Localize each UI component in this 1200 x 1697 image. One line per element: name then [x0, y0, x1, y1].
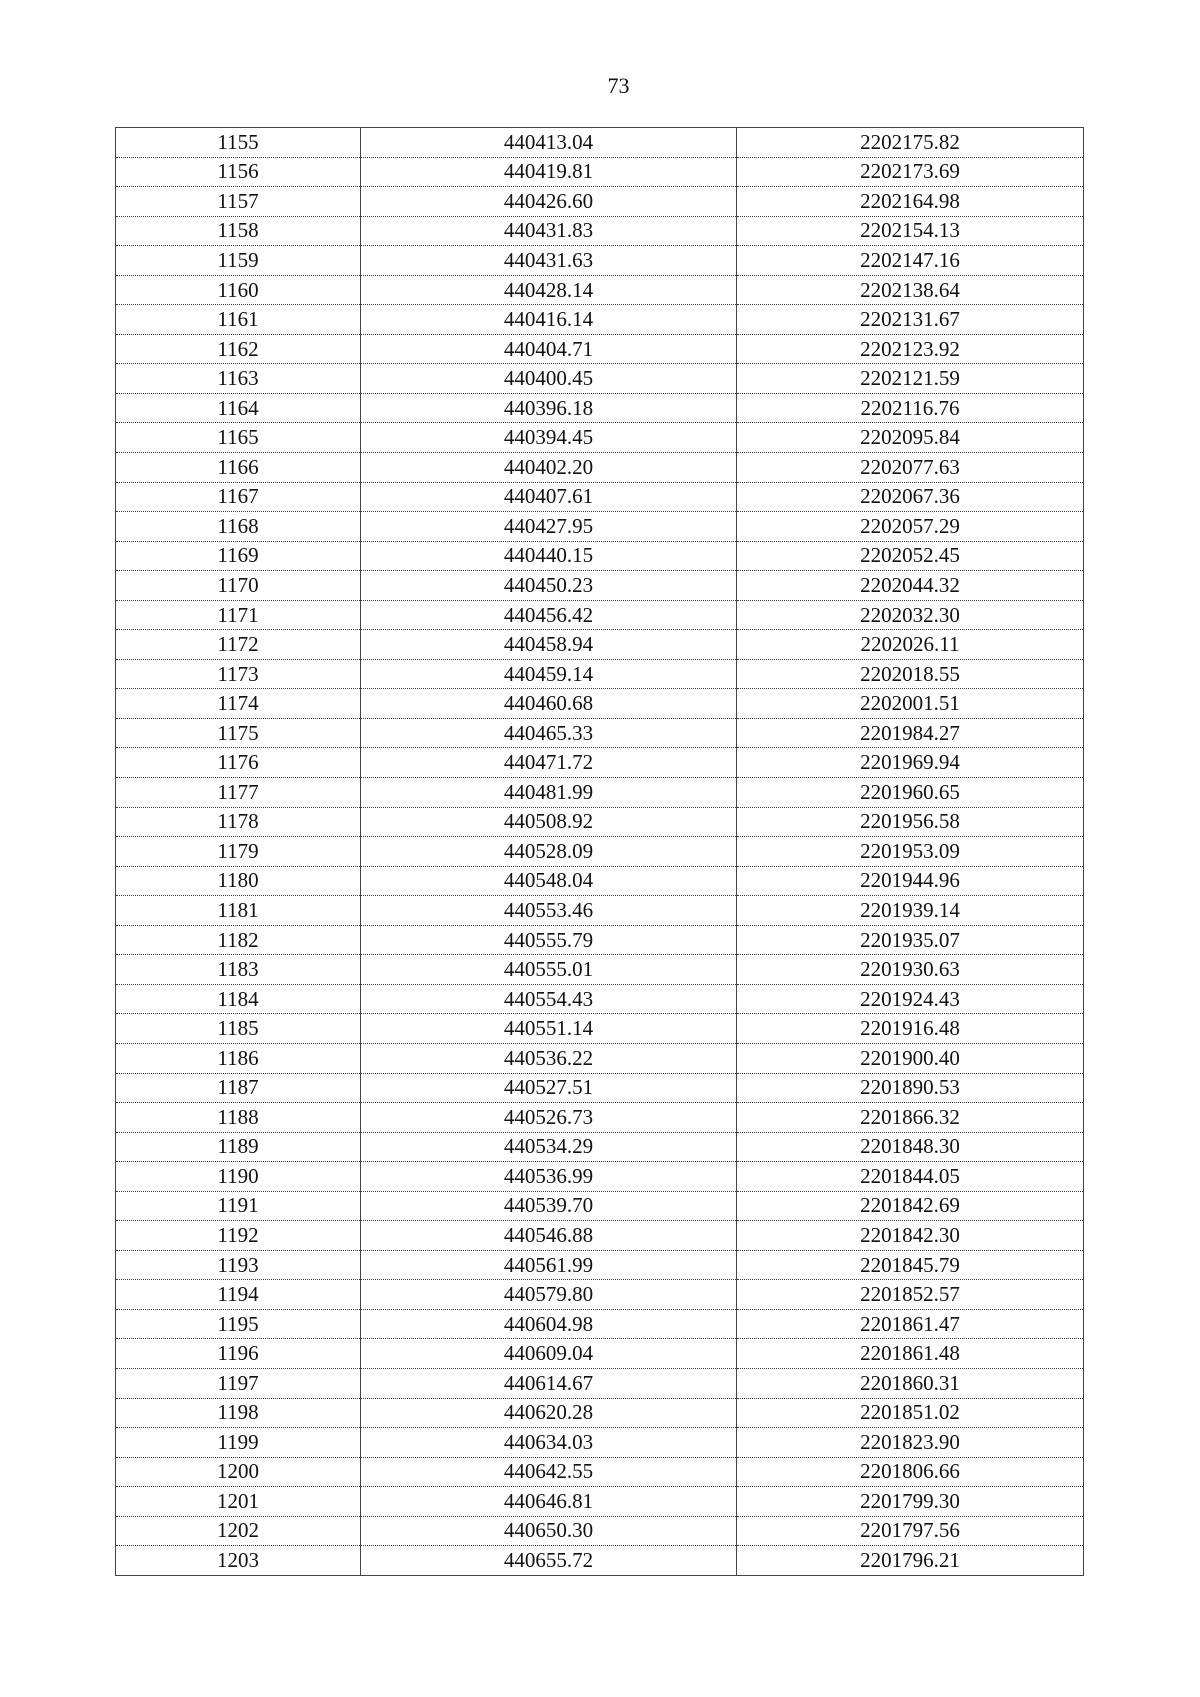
y-coordinate-cell: 2202164.98	[737, 187, 1084, 217]
y-coordinate-cell: 2201848.30	[737, 1132, 1084, 1162]
y-coordinate-cell: 2201823.90	[737, 1428, 1084, 1458]
point-id-cell: 1161	[116, 305, 361, 335]
point-id-cell: 1199	[116, 1428, 361, 1458]
x-coordinate-cell: 440536.99	[361, 1162, 737, 1192]
table-row	[116, 659, 1084, 689]
x-coordinate-cell: 440655.72	[361, 1546, 737, 1576]
point-id-cell: 1159	[116, 246, 361, 276]
point-id-cell: 1189	[116, 1132, 361, 1162]
table-row	[116, 1221, 1084, 1251]
y-coordinate-cell: 2202044.32	[737, 571, 1084, 601]
y-coordinate-cell: 2201842.69	[737, 1191, 1084, 1221]
point-id-cell: 1166	[116, 453, 361, 483]
table-row	[116, 1368, 1084, 1398]
point-id-cell: 1175	[116, 718, 361, 748]
x-coordinate-cell: 440554.43	[361, 984, 737, 1014]
y-coordinate-cell: 2201890.53	[737, 1073, 1084, 1103]
table-row	[116, 866, 1084, 896]
table-row	[116, 571, 1084, 601]
y-coordinate-cell: 2201796.21	[737, 1546, 1084, 1576]
point-id-cell: 1155	[116, 128, 361, 158]
x-coordinate-cell: 440555.01	[361, 955, 737, 985]
point-id-cell: 1168	[116, 512, 361, 542]
table-row	[116, 1487, 1084, 1517]
x-coordinate-cell: 440407.61	[361, 482, 737, 512]
point-id-cell: 1185	[116, 1014, 361, 1044]
table-row	[116, 1546, 1084, 1576]
y-coordinate-cell: 2201799.30	[737, 1487, 1084, 1517]
table-row	[116, 718, 1084, 748]
table-row	[116, 1014, 1084, 1044]
x-coordinate-cell: 440400.45	[361, 364, 737, 394]
table-row	[116, 1191, 1084, 1221]
table-row	[116, 837, 1084, 867]
table-row	[116, 187, 1084, 217]
x-coordinate-cell: 440646.81	[361, 1487, 737, 1517]
y-coordinate-cell: 2202173.69	[737, 157, 1084, 187]
y-coordinate-cell: 2201960.65	[737, 778, 1084, 808]
point-id-cell: 1203	[116, 1546, 361, 1576]
y-coordinate-cell: 2202032.30	[737, 600, 1084, 630]
point-id-cell: 1182	[116, 925, 361, 955]
x-coordinate-cell: 440481.99	[361, 778, 737, 808]
y-coordinate-cell: 2201845.79	[737, 1250, 1084, 1280]
x-coordinate-cell: 440402.20	[361, 453, 737, 483]
x-coordinate-cell: 440471.72	[361, 748, 737, 778]
point-id-cell: 1202	[116, 1516, 361, 1546]
x-coordinate-cell: 440450.23	[361, 571, 737, 601]
y-coordinate-cell: 2201984.27	[737, 718, 1084, 748]
x-coordinate-cell: 440551.14	[361, 1014, 737, 1044]
table-row	[116, 482, 1084, 512]
point-id-cell: 1167	[116, 482, 361, 512]
table-row	[116, 216, 1084, 246]
x-coordinate-cell: 440426.60	[361, 187, 737, 217]
y-coordinate-cell: 2201935.07	[737, 925, 1084, 955]
y-coordinate-cell: 2201969.94	[737, 748, 1084, 778]
x-coordinate-cell: 440460.68	[361, 689, 737, 719]
y-coordinate-cell: 2202121.59	[737, 364, 1084, 394]
x-coordinate-cell: 440419.81	[361, 157, 737, 187]
y-coordinate-cell: 2202077.63	[737, 453, 1084, 483]
x-coordinate-cell: 440416.14	[361, 305, 737, 335]
x-coordinate-cell: 440440.15	[361, 541, 737, 571]
point-id-cell: 1193	[116, 1250, 361, 1280]
x-coordinate-cell: 440431.83	[361, 216, 737, 246]
y-coordinate-cell: 2201944.96	[737, 866, 1084, 896]
point-id-cell: 1200	[116, 1457, 361, 1487]
point-id-cell: 1172	[116, 630, 361, 660]
point-id-cell: 1192	[116, 1221, 361, 1251]
point-id-cell: 1164	[116, 393, 361, 423]
y-coordinate-cell: 2201842.30	[737, 1221, 1084, 1251]
x-coordinate-cell: 440534.29	[361, 1132, 737, 1162]
point-id-cell: 1191	[116, 1191, 361, 1221]
x-coordinate-cell: 440394.45	[361, 423, 737, 453]
y-coordinate-cell: 2201866.32	[737, 1103, 1084, 1133]
point-id-cell: 1201	[116, 1487, 361, 1517]
table-row	[116, 128, 1084, 158]
y-coordinate-cell: 2202052.45	[737, 541, 1084, 571]
point-id-cell: 1158	[116, 216, 361, 246]
y-coordinate-cell: 2201852.57	[737, 1280, 1084, 1310]
y-coordinate-cell: 2201939.14	[737, 896, 1084, 926]
point-id-cell: 1183	[116, 955, 361, 985]
coordinate-table-body	[116, 128, 1084, 1576]
table-row	[116, 393, 1084, 423]
point-id-cell: 1198	[116, 1398, 361, 1428]
x-coordinate-cell: 440634.03	[361, 1428, 737, 1458]
x-coordinate-cell: 440526.73	[361, 1103, 737, 1133]
x-coordinate-cell: 440555.79	[361, 925, 737, 955]
y-coordinate-cell: 2201851.02	[737, 1398, 1084, 1428]
point-id-cell: 1179	[116, 837, 361, 867]
x-coordinate-cell: 440579.80	[361, 1280, 737, 1310]
x-coordinate-cell: 440413.04	[361, 128, 737, 158]
x-coordinate-cell: 440548.04	[361, 866, 737, 896]
table-row	[116, 246, 1084, 276]
table-row	[116, 807, 1084, 837]
point-id-cell: 1188	[116, 1103, 361, 1133]
point-id-cell: 1181	[116, 896, 361, 926]
y-coordinate-cell: 2202154.13	[737, 216, 1084, 246]
table-row	[116, 512, 1084, 542]
table-row	[116, 334, 1084, 364]
y-coordinate-cell: 2202095.84	[737, 423, 1084, 453]
point-id-cell: 1180	[116, 866, 361, 896]
y-coordinate-cell: 2201924.43	[737, 984, 1084, 1014]
x-coordinate-cell: 440539.70	[361, 1191, 737, 1221]
x-coordinate-cell: 440431.63	[361, 246, 737, 276]
point-id-cell: 1196	[116, 1339, 361, 1369]
table-row	[116, 1516, 1084, 1546]
x-coordinate-cell: 440614.67	[361, 1368, 737, 1398]
point-id-cell: 1184	[116, 984, 361, 1014]
point-id-cell: 1162	[116, 334, 361, 364]
y-coordinate-cell: 2202123.92	[737, 334, 1084, 364]
x-coordinate-cell: 440604.98	[361, 1309, 737, 1339]
x-coordinate-cell: 440396.18	[361, 393, 737, 423]
x-coordinate-cell: 440458.94	[361, 630, 737, 660]
table-row	[116, 925, 1084, 955]
x-coordinate-cell: 440427.95	[361, 512, 737, 542]
point-id-cell: 1170	[116, 571, 361, 601]
x-coordinate-cell: 440553.46	[361, 896, 737, 926]
table-row	[116, 1162, 1084, 1192]
point-id-cell: 1176	[116, 748, 361, 778]
y-coordinate-cell: 2201860.31	[737, 1368, 1084, 1398]
x-coordinate-cell: 440609.04	[361, 1339, 737, 1369]
table-row	[116, 1457, 1084, 1487]
point-id-cell: 1194	[116, 1280, 361, 1310]
table-row	[116, 1309, 1084, 1339]
table-row	[116, 423, 1084, 453]
point-id-cell: 1177	[116, 778, 361, 808]
y-coordinate-cell: 2201953.09	[737, 837, 1084, 867]
point-id-cell: 1186	[116, 1043, 361, 1073]
x-coordinate-cell: 440561.99	[361, 1250, 737, 1280]
table-row	[116, 453, 1084, 483]
table-row	[116, 1250, 1084, 1280]
point-id-cell: 1174	[116, 689, 361, 719]
y-coordinate-cell: 2202138.64	[737, 275, 1084, 305]
y-coordinate-cell: 2202147.16	[737, 246, 1084, 276]
page-number: 73	[607, 73, 630, 98]
y-coordinate-cell: 2201806.66	[737, 1457, 1084, 1487]
y-coordinate-cell: 2201861.48	[737, 1339, 1084, 1369]
point-id-cell: 1197	[116, 1368, 361, 1398]
y-coordinate-cell: 2202116.76	[737, 393, 1084, 423]
table-row	[116, 1103, 1084, 1133]
point-id-cell: 1163	[116, 364, 361, 394]
point-id-cell: 1171	[116, 600, 361, 630]
y-coordinate-cell: 2201861.47	[737, 1309, 1084, 1339]
table-row	[116, 689, 1084, 719]
point-id-cell: 1187	[116, 1073, 361, 1103]
y-coordinate-cell: 2202175.82	[737, 128, 1084, 158]
y-coordinate-cell: 2202018.55	[737, 659, 1084, 689]
x-coordinate-cell: 440465.33	[361, 718, 737, 748]
y-coordinate-cell: 2201930.63	[737, 955, 1084, 985]
point-id-cell: 1157	[116, 187, 361, 217]
x-coordinate-cell: 440528.09	[361, 837, 737, 867]
table-row	[116, 1398, 1084, 1428]
y-coordinate-cell: 2202057.29	[737, 512, 1084, 542]
x-coordinate-cell: 440456.42	[361, 600, 737, 630]
y-coordinate-cell: 2201797.56	[737, 1516, 1084, 1546]
x-coordinate-cell: 440404.71	[361, 334, 737, 364]
x-coordinate-cell: 440536.22	[361, 1043, 737, 1073]
table-row	[116, 157, 1084, 187]
point-id-cell: 1160	[116, 275, 361, 305]
table-row	[116, 896, 1084, 926]
table-row	[116, 748, 1084, 778]
point-id-cell: 1156	[116, 157, 361, 187]
table-row	[116, 630, 1084, 660]
table-row	[116, 778, 1084, 808]
x-coordinate-cell: 440620.28	[361, 1398, 737, 1428]
y-coordinate-cell: 2201844.05	[737, 1162, 1084, 1192]
y-coordinate-cell: 2202131.67	[737, 305, 1084, 335]
table-row	[116, 1280, 1084, 1310]
table-row	[116, 1043, 1084, 1073]
x-coordinate-cell: 440650.30	[361, 1516, 737, 1546]
y-coordinate-cell: 2202026.11	[737, 630, 1084, 660]
table-row	[116, 1073, 1084, 1103]
x-coordinate-cell: 440527.51	[361, 1073, 737, 1103]
y-coordinate-cell: 2202067.36	[737, 482, 1084, 512]
coordinate-table	[115, 127, 1084, 1576]
point-id-cell: 1190	[116, 1162, 361, 1192]
x-coordinate-cell: 440508.92	[361, 807, 737, 837]
x-coordinate-cell: 440428.14	[361, 275, 737, 305]
table-row	[116, 1132, 1084, 1162]
x-coordinate-cell: 440642.55	[361, 1457, 737, 1487]
table-row	[116, 541, 1084, 571]
x-coordinate-cell: 440546.88	[361, 1221, 737, 1251]
table-row	[116, 305, 1084, 335]
table-row	[116, 1428, 1084, 1458]
table-row	[116, 275, 1084, 305]
table-row	[116, 600, 1084, 630]
point-id-cell: 1195	[116, 1309, 361, 1339]
table-row	[116, 1339, 1084, 1369]
table-row	[116, 955, 1084, 985]
point-id-cell: 1173	[116, 659, 361, 689]
table-row	[116, 364, 1084, 394]
table-row	[116, 984, 1084, 1014]
y-coordinate-cell: 2202001.51	[737, 689, 1084, 719]
point-id-cell: 1165	[116, 423, 361, 453]
point-id-cell: 1169	[116, 541, 361, 571]
y-coordinate-cell: 2201900.40	[737, 1043, 1084, 1073]
point-id-cell: 1178	[116, 807, 361, 837]
y-coordinate-cell: 2201916.48	[737, 1014, 1084, 1044]
x-coordinate-cell: 440459.14	[361, 659, 737, 689]
y-coordinate-cell: 2201956.58	[737, 807, 1084, 837]
